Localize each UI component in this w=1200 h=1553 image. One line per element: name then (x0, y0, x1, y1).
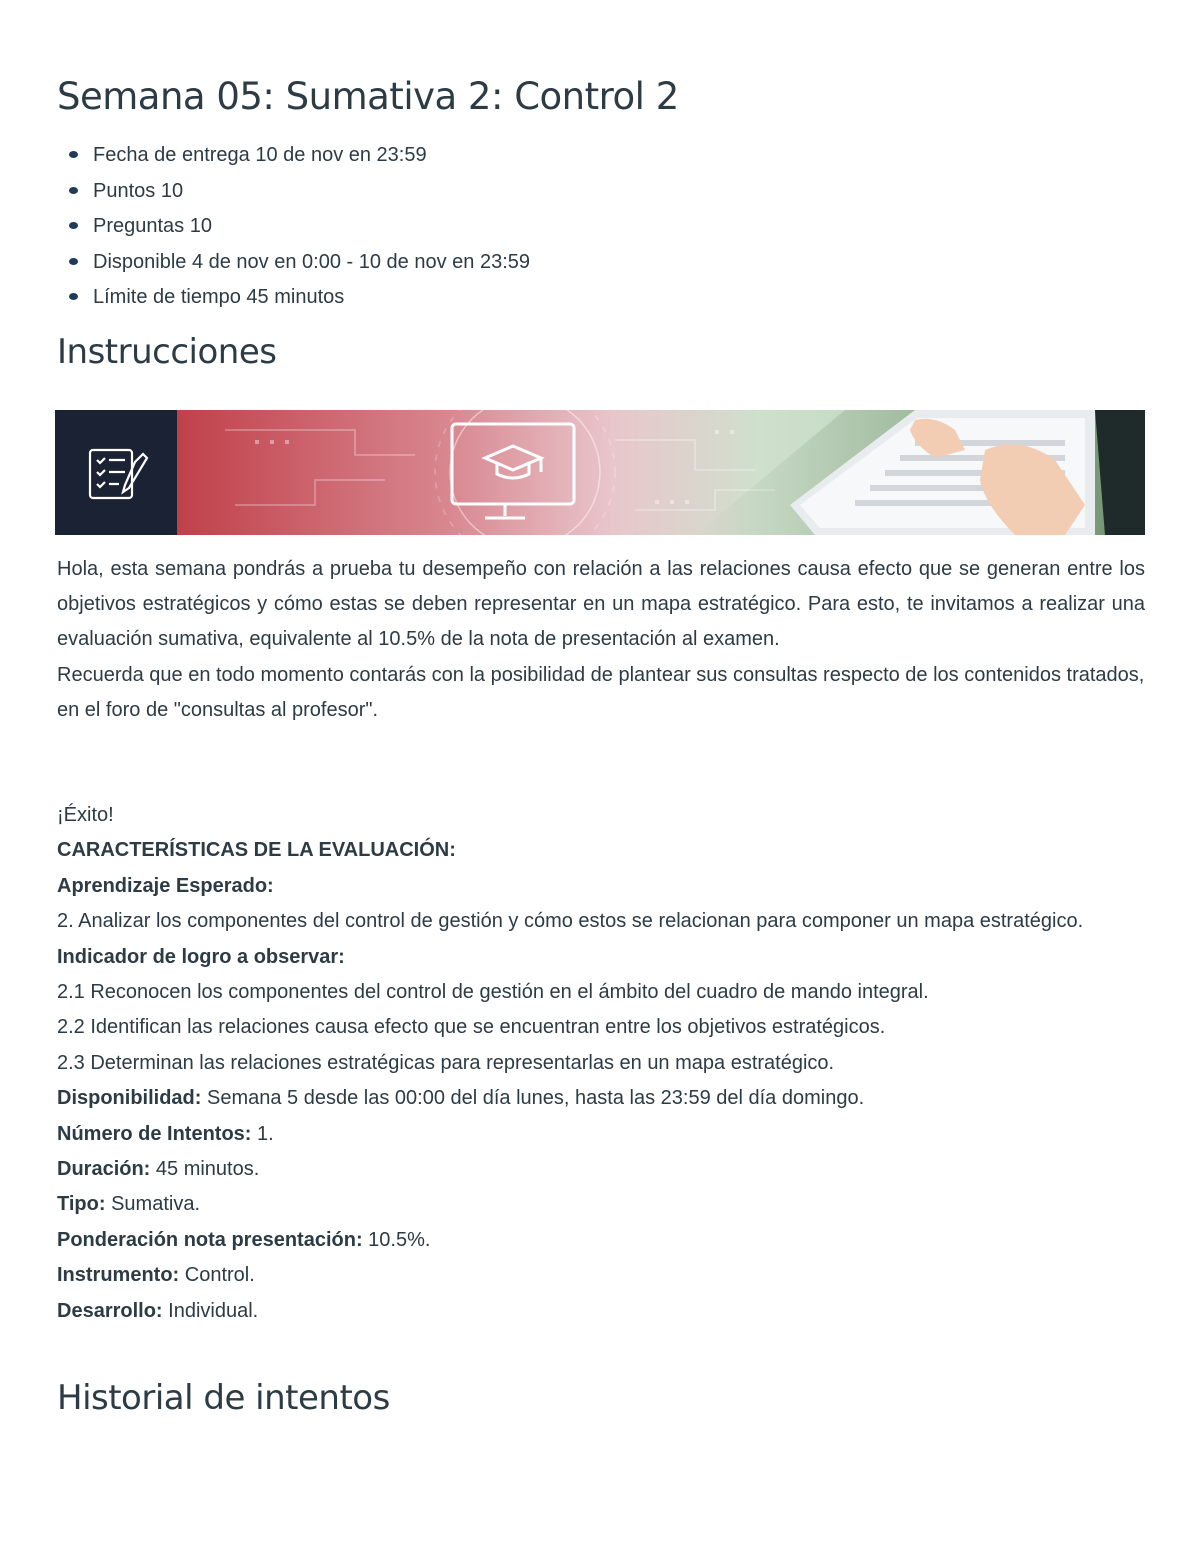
meta-label: Límite de tiempo (93, 286, 241, 308)
meta-label: Disponible (93, 250, 187, 273)
meta-time-limit (57, 282, 530, 318)
field-label: Instrumento: (57, 1264, 180, 1287)
field-availability (57, 1081, 1145, 1116)
history-heading: Historial de intentos (57, 1378, 390, 1418)
meta-label: Puntos (93, 179, 156, 202)
meta-value: 10 (189, 215, 212, 237)
meta-points (57, 176, 530, 212)
field-development (57, 1294, 1145, 1329)
field-value: Individual. (162, 1299, 259, 1322)
meta-value: 10 (160, 179, 184, 202)
meta-value: 10 de nov en 23:59 (255, 144, 427, 166)
field-label: Disponibilidad: (57, 1087, 202, 1110)
field-value: Control. (179, 1264, 255, 1287)
field-label: Tipo: (57, 1193, 106, 1216)
learning-text: 2. Analizar los componentes del control de gestión y cómo estos se relacionan para componer un mapa estratégico. (57, 910, 1084, 933)
field-label: Duración: (57, 1158, 151, 1181)
page-title: Semana 05: Sumativa 2: Control 2 (57, 75, 679, 118)
field-value: 10.5%. (362, 1228, 431, 1251)
instructions-heading: Instrucciones (57, 332, 277, 372)
indicator-label: Indicador de logro a observar: (57, 945, 345, 968)
meta-value: 45 minutos (246, 286, 345, 308)
field-label: Desarrollo: (57, 1299, 163, 1322)
meta-label: Preguntas (93, 215, 185, 237)
field-duration (57, 1152, 1145, 1187)
field-value: 1. (251, 1122, 274, 1145)
success-text: ¡Éxito! (57, 804, 114, 826)
indicator-item: 2.1 Reconocen los componentes del control de gestión en el ámbito del cuadro de mando integral. (57, 981, 929, 1004)
learning-label: Aprendizaje Esperado: (57, 874, 274, 897)
field-instrument (57, 1258, 1145, 1293)
instructions-banner (55, 410, 1145, 535)
field-label: Número de Intentos: (57, 1122, 252, 1145)
meta-label: Fecha de entrega (93, 144, 250, 166)
field-value: 45 minutos. (150, 1158, 260, 1181)
field-value: Semana 5 desde las 00:00 del día lunes, hasta las 23:59 del día domingo. (201, 1087, 865, 1110)
meta-value: 4 de nov en 0:00 - 10 de nov en 23:59 (191, 250, 530, 273)
field-weighting (57, 1223, 1145, 1258)
intro-paragraph: Hola, esta semana pondrás a prueba tu desempeño con relación a las relaciones causa efecto que se generan entre los objetivos estratégicos y cómo estas se deben representar en un mapa estratégico. Para esto, te invitamos a realizar una evaluación sumativa, equivalente al 10.5% de la nota de presentación al examen. (57, 558, 1145, 651)
field-label: Ponderación nota presentación: (57, 1228, 363, 1251)
field-type (57, 1187, 1145, 1222)
intro-paragraph: Recuerda que en todo momento contarás con la posibilidad de plantear sus consultas respecto de los contenidos tratados, en el foro de "consultas al profesor". (57, 663, 1145, 721)
indicator-item: 2.2 Identifican las relaciones causa efecto que se encuentran entre los objetivos estratégicos. (57, 1016, 886, 1039)
meta-available (57, 247, 530, 283)
meta-due-date (57, 140, 530, 176)
meta-questions (57, 211, 530, 247)
characteristics-heading: CARACTERÍSTICAS DE LA EVALUACIÓN: (57, 839, 456, 862)
indicator-item: 2.3 Determinan las relaciones estratégicas para representarlas en un mapa estratégico. (57, 1051, 835, 1074)
quiz-meta-list (57, 140, 530, 318)
field-attempts (57, 1117, 1145, 1152)
evaluation-details (57, 798, 1145, 1329)
instructions-intro (57, 552, 1145, 728)
banner-image (55, 410, 1145, 535)
field-value: Sumativa. (105, 1193, 200, 1216)
